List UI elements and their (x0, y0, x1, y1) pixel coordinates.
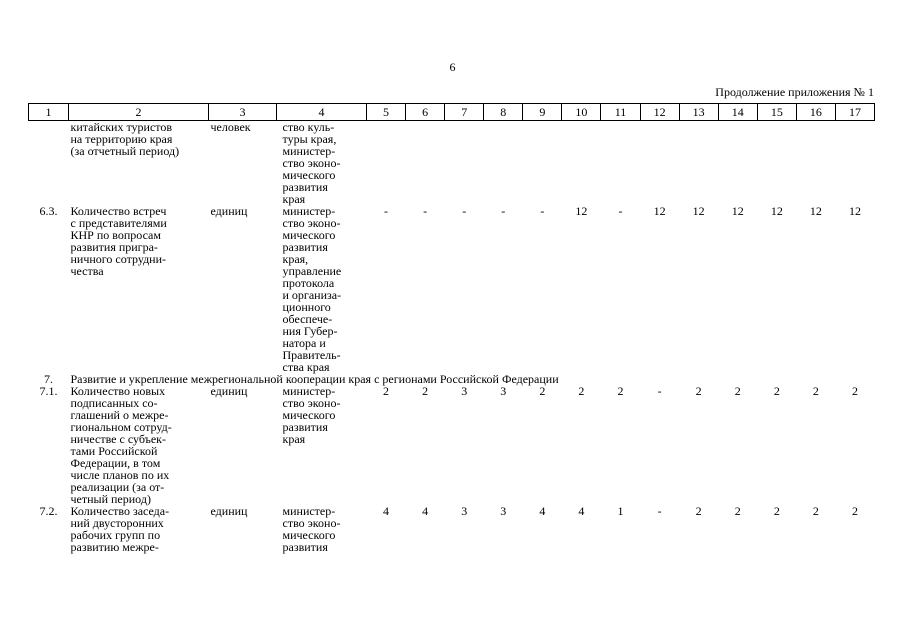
text-line: ничного сотрудни- (70, 252, 167, 266)
row-number (29, 121, 69, 206)
unit-of-measure: человек (210, 120, 251, 134)
value-cell: 2 (812, 384, 819, 398)
section-title: Развитие и укрепление межрегиональной кооперации края с регионами Российской Федерации (70, 372, 559, 386)
text-line: числе планов по их (70, 468, 170, 482)
value-cell: 2 (851, 504, 858, 518)
text-line: управление (282, 264, 342, 278)
text-line: ство эконо- (282, 516, 341, 530)
text-line: ство куль- (282, 120, 335, 134)
text-line: мического (282, 528, 336, 542)
text-line: на территорию края (70, 132, 173, 146)
text-line: Количество новых (70, 384, 166, 398)
indicator-name (69, 205, 209, 373)
text-line: развития пригра- (70, 240, 158, 254)
text-line: министер- (282, 384, 336, 398)
text-line: гиональном сотруд- (70, 420, 172, 434)
value-cell: 4 (383, 504, 390, 518)
column-header: 15 (757, 104, 796, 121)
value-cell (718, 121, 757, 206)
column-header: 12 (640, 104, 679, 121)
indicator-name (69, 121, 209, 206)
value-cell: 12 (653, 204, 666, 218)
value-cell (601, 121, 640, 206)
responsible-agency (277, 385, 367, 505)
column-header: 14 (718, 104, 757, 121)
text-line: края (282, 192, 306, 206)
text-line: рабочих групп по (70, 528, 161, 542)
value-cell: - (618, 204, 623, 218)
text-line: четный период) (70, 492, 151, 506)
value-cell: 2 (773, 384, 780, 398)
column-header: 16 (796, 104, 835, 121)
text-line: министер- (282, 504, 336, 518)
column-header: 11 (601, 104, 640, 121)
text-line: развития (282, 180, 328, 194)
value-cell (562, 121, 601, 206)
value-cell: 2 (812, 504, 819, 518)
responsible-agency (277, 205, 367, 373)
value-cell (835, 121, 874, 206)
value-cell: 3 (461, 384, 468, 398)
text-line: развитию межре- (70, 540, 159, 554)
responsible-agency (277, 121, 367, 206)
value-cell (484, 121, 523, 206)
unit-of-measure: единиц (210, 384, 248, 398)
text-line: министер- (282, 144, 336, 158)
value-cell (406, 121, 445, 206)
value-cell: 12 (692, 204, 705, 218)
table-row (29, 385, 875, 505)
value-cell: 12 (848, 204, 861, 218)
text-line: ство эконо- (282, 216, 341, 230)
value-cell: - (462, 204, 467, 218)
text-line: протокола (282, 276, 335, 290)
row-number: 7. (44, 372, 53, 386)
table-row (29, 505, 875, 553)
value-cell: - (423, 204, 428, 218)
value-cell (679, 121, 718, 206)
value-cell: 12 (809, 204, 822, 218)
value-cell: 2 (734, 504, 741, 518)
unit-of-measure: единиц (210, 504, 248, 518)
value-cell (757, 121, 796, 206)
text-line: и организа- (282, 288, 342, 302)
value-cell: 2 (773, 504, 780, 518)
text-line: китайских туристов (70, 120, 173, 134)
text-line: Количество заседа- (70, 504, 170, 518)
column-header: 9 (523, 104, 562, 121)
row-number: 7.2. (39, 504, 58, 518)
value-cell (640, 121, 679, 206)
row-number: 6.3. (39, 204, 58, 218)
value-cell: 2 (383, 384, 390, 398)
text-line: ционного (282, 300, 331, 314)
column-header: 4 (277, 104, 367, 121)
indicators-table (28, 103, 875, 553)
text-line: КНР по вопросам (70, 228, 161, 242)
text-line: мического (282, 408, 336, 422)
text-line: тами Российской (70, 444, 158, 458)
column-header: 2 (69, 104, 209, 121)
text-line: чества (70, 264, 104, 278)
value-cell: 2 (851, 384, 858, 398)
text-line: Количество встреч (70, 204, 167, 218)
text-line: мического (282, 228, 336, 242)
value-cell: - (540, 204, 545, 218)
text-line: Правитель- (282, 348, 341, 362)
value-cell: 2 (422, 384, 429, 398)
value-cell (445, 121, 484, 206)
text-line: ния Губер- (282, 324, 338, 338)
column-header: 7 (445, 104, 484, 121)
value-cell: 4 (539, 504, 546, 518)
text-line: развития (282, 420, 328, 434)
table-row (29, 121, 875, 206)
value-cell: 3 (461, 504, 468, 518)
column-header: 13 (679, 104, 718, 121)
text-line: реализации (за от- (70, 480, 165, 494)
value-cell: 2 (734, 384, 741, 398)
column-header: 8 (484, 104, 523, 121)
responsible-agency (277, 505, 367, 553)
value-cell (523, 121, 562, 206)
value-cell: 2 (695, 384, 702, 398)
column-header: 5 (367, 104, 406, 121)
value-cell: - (384, 204, 389, 218)
value-cell: - (657, 384, 662, 398)
page-number: 6 (449, 60, 456, 74)
value-cell (367, 121, 406, 206)
unit-of-measure: единиц (210, 204, 248, 218)
text-line: ний двусторонних (70, 516, 164, 530)
value-cell (796, 121, 835, 206)
text-line: развития (282, 240, 328, 254)
indicator-name (69, 385, 209, 505)
column-header: 1 (29, 104, 69, 121)
text-line: министер- (282, 204, 336, 218)
value-cell: 4 (578, 504, 585, 518)
text-line: ство эконо- (282, 156, 341, 170)
value-cell: 4 (422, 504, 429, 518)
value-cell: 3 (500, 384, 507, 398)
value-cell: 1 (617, 504, 624, 518)
text-line: края (282, 432, 306, 446)
column-header: 6 (406, 104, 445, 121)
text-line: края, (282, 252, 309, 266)
continuation-label: Продолжение приложения № 1 (715, 85, 874, 99)
text-line: обеспече- (282, 312, 333, 326)
text-line: (за отчетный период) (70, 144, 180, 158)
text-line: мического (282, 168, 336, 182)
text-line: ничестве с субъек- (70, 432, 166, 446)
value-cell: - (657, 504, 662, 518)
table-body (29, 121, 875, 554)
text-line: с представителями (70, 216, 167, 230)
value-cell: 12 (731, 204, 744, 218)
value-cell: 2 (578, 384, 585, 398)
text-line: ство эконо- (282, 396, 341, 410)
text-line: натора и (282, 336, 326, 350)
text-line: подписанных со- (70, 396, 158, 410)
text-line: ства края (282, 360, 330, 374)
row-number: 7.1. (39, 384, 58, 398)
value-cell: 2 (617, 384, 624, 398)
value-cell: 12 (770, 204, 783, 218)
text-line: глашений о межре- (70, 408, 169, 422)
value-cell: - (501, 204, 506, 218)
column-header: 10 (562, 104, 601, 121)
table-header-row (29, 104, 875, 121)
value-cell: 2 (539, 384, 546, 398)
value-cell: 12 (575, 204, 588, 218)
text-line: туры края, (282, 132, 337, 146)
text-line: Федерации, в том (70, 456, 161, 470)
column-header: 3 (209, 104, 277, 121)
text-line: развития (282, 540, 328, 554)
table-row (29, 205, 875, 373)
value-cell: 2 (695, 504, 702, 518)
column-header: 17 (835, 104, 874, 121)
value-cell: 3 (500, 504, 507, 518)
indicator-name (69, 505, 209, 553)
